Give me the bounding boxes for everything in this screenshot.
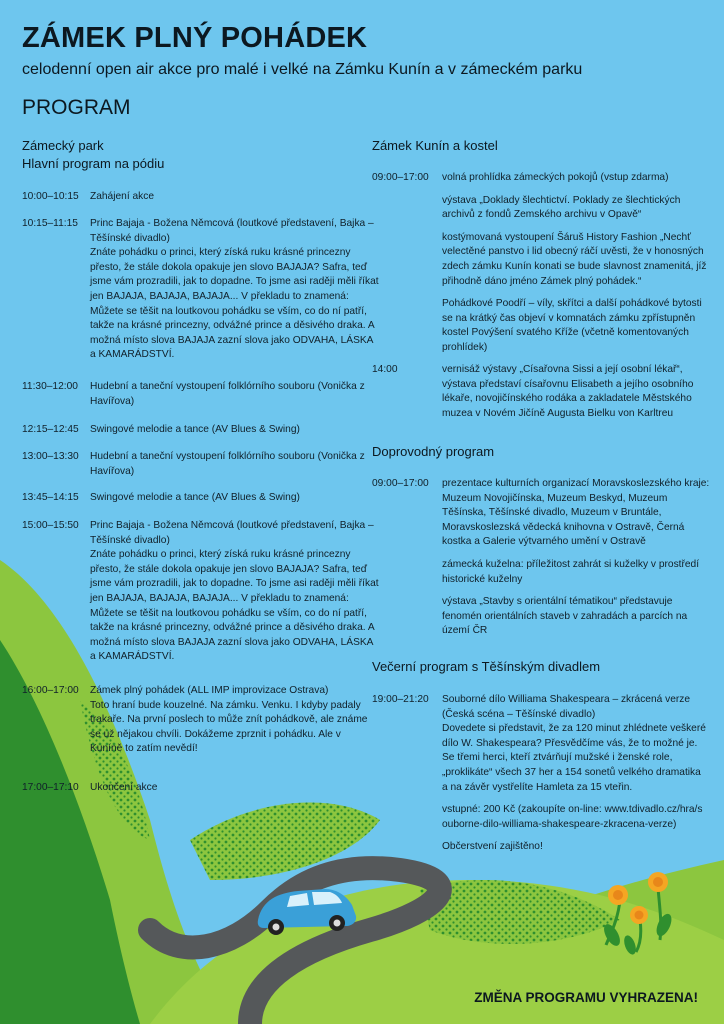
- schedule-time: 10:00–10:15: [22, 191, 79, 202]
- schedule-text: Princ Bajaja - Božena Němcová (loutkové představení, Bajka – Těšínské divadlo) Znáte pohádku o princi, který získá ruku krásné princezny přesto, že stále dokola opakuje jen slovo BAJAJA? Safra, teď jsme vám prozradili, jak to dopadne. To jsme asi raději měli říkat jen BAJAJA, BAJAJA, BAJAJA... V překladu to znamená: Můžete se těšit na loutkovou pohádku se vším, co do ní patří, takže na krásné princezny, odvážné prince a děsivého draka. A možná místo slova BAJAJA zazní slova jako ODVAHA, LÁSKA a KAMARÁDSTVÍ.: [90, 218, 379, 361]
- schedule-time: 15:00–15:50: [22, 520, 79, 531]
- schedule-paragraph: kostýmovaná vystoupení Šáruš History Fashion „Nechť velectěné panstvo i lid obecný ráčí uvěsti, že v honosných zdech zámku Kunín konati se bude slavnost znamenitá, jíž přihodně dáno jméno Zámek plný pohádek.“: [442, 231, 707, 287]
- schedule-time: 11:30–12:00: [22, 381, 78, 392]
- poster-title: ZÁMEK PLNÝ POHÁDEK: [22, 22, 368, 54]
- schedule-time: 09:00–17:00: [372, 172, 429, 183]
- schedule-time: 10:15–11:15: [22, 218, 78, 229]
- schedule-text: [442, 693, 708, 855]
- schedule-paragraph: Souborné dílo Williama Shakespeara – zkrácená verze (Česká scéna – Těšínské divadlo) Dovedete si představit, že za 120 minut zhlédnete veškeré dílo W. Shakespeara? Přesvědčíme vás, že to možné je. Se třemi herci, kteří ztvárňují mužské i ženské role, „proklikáte“ všech 37 her a 154 sonetů velkého dramatika a na závěr vystřelíte Hamleta za 15 vteřin.: [442, 694, 706, 793]
- schedule-paragraph: volná prohlídka zámeckých pokojů (vstup zdarma): [442, 172, 669, 183]
- ticket-info: vstupné: 200 Kč (zakoupíte on-line: www.tdivadlo.cz/hra/souborne-dilo-williama-shakespeare-zkracena-verze): [442, 804, 703, 830]
- schedule-text: Hudební a taneční vystoupení folklórního souboru (Vonička z Havířova): [90, 381, 365, 407]
- schedule-text: Zahájení akce: [90, 191, 154, 202]
- schedule-text: Hudební a taneční vystoupení folklórního souboru (Vonička z Havířova): [90, 451, 365, 477]
- section-title-stage: Hlavní program na pódiu: [22, 156, 165, 171]
- schedule-time: 13:00–13:30: [22, 451, 79, 462]
- schedule-paragraph: výstava „Doklady šlechtictví. Poklady ze šlechtických archivů z fondů Zemského archivu v Opavě“: [442, 194, 681, 221]
- schedule-text: [442, 477, 710, 639]
- section-title-castle: Zámek Kunín a kostel: [372, 138, 498, 153]
- schedule-paragraph: Pohádkové Poodří – víly, skřítci a další pohádkové bytosti se na krátký čas objeví v komnatách zámku zpřístupněn kostel Povýšení svatého Kříže (včetně komentovaných prohlídek): [442, 298, 702, 353]
- section-title-park: Zámecký park: [22, 138, 104, 153]
- schedule-text: Zámek plný pohádek (ALL IMP improvizace Ostrava) Toto hraní bude kouzelné. Na zámku. Venku. I kdyby padaly trakaře. Na první poslech to může znít pohádkově, ale známe se už nějakou chvíli. Dokážeme zprznit i pohádku. Ale v Kuníně to zatím nevědí!: [90, 685, 368, 755]
- poster-subtitle: celodenní open air akce pro malé i velké na Zámku Kunín a v zámeckém parku: [22, 61, 583, 78]
- schedule-time: 13:45–14:15: [22, 492, 79, 503]
- section-title-accompanying: Doprovodný program: [372, 444, 495, 459]
- program-heading: PROGRAM: [22, 96, 131, 119]
- schedule-text: Swingové melodie a tance (AV Blues & Swing): [90, 492, 300, 503]
- schedule-time: 14:00: [372, 364, 398, 375]
- schedule-paragraph: výstava „Stavby s orientální tématikou“ představuje fenomén orientálních staveb v zahradách a parcích na území ČR: [442, 596, 688, 637]
- schedule-time: 12:15–12:45: [22, 424, 79, 435]
- schedule-time: 09:00–17:00: [372, 478, 429, 489]
- refreshments-note: Občerstvení zajištěno!: [442, 841, 543, 853]
- schedule-time: 17:00–17:10: [22, 782, 79, 793]
- schedule-text: Ukončení akce: [90, 782, 158, 793]
- schedule-text: [442, 171, 710, 356]
- schedule-paragraph: zámecká kuželna: příležitost zahrát si kuželky v prostředí historické kuželny: [442, 558, 700, 585]
- schedule-time: 16:00–17:00: [22, 685, 79, 696]
- schedule-paragraph: prezentace kulturních organizací Moravskoslezského kraje: Muzeum Novojičínska, Muzeum Beskyd, Muzeum Těšínska, Těšínské divadlo, Muzeum v Bruntále, Moravskoslezská vědecká knihovna v Ostravě, Černá kostka a Galerie výtvarného umění v Ostravě: [442, 478, 710, 548]
- schedule-time: 19:00–21:20: [372, 694, 429, 705]
- schedule-paragraph: vernisáž výstavy „Císařovna Sissi a její osobní lékař“, výstava představí císařovnu Elisabeth a jejího osobního lékaře, novojičínského rodáka a zakladatele Městského muzea v Novém Jičíně Augusta Bielku von Karltreu: [442, 364, 694, 419]
- schedule-text: [442, 363, 710, 421]
- schedule-text: Swingové melodie a tance (AV Blues & Swing): [90, 424, 300, 435]
- section-title-evening: Večerní program s Těšínským divadlem: [372, 659, 601, 674]
- schedule-text: Princ Bajaja - Božena Němcová (loutkové představení, Bajka – Těšínské divadlo) Znáte pohádku o princi, který získá ruku krásné princezny přesto, že stále dokola opakuje jen slovo BAJAJA? Safra, teď jsme vám prozradili, jak to dopadne. To jsme asi raději měli říkat jen BAJAJA, BAJAJA, BAJAJA... V překladu to znamená: Můžete se těšit na loutkovou pohádku se vším, co do ní patří, takže na krásné princezny, odvážné prince a děsivého draka. A možná místo slova BAJAJA zazní slova jako ODVAHA, LÁSKA a KAMARÁDSTVÍ.: [90, 520, 379, 663]
- program-change-notice: ZMĚNA PROGRAMU VYHRAZENA!: [474, 990, 698, 1005]
